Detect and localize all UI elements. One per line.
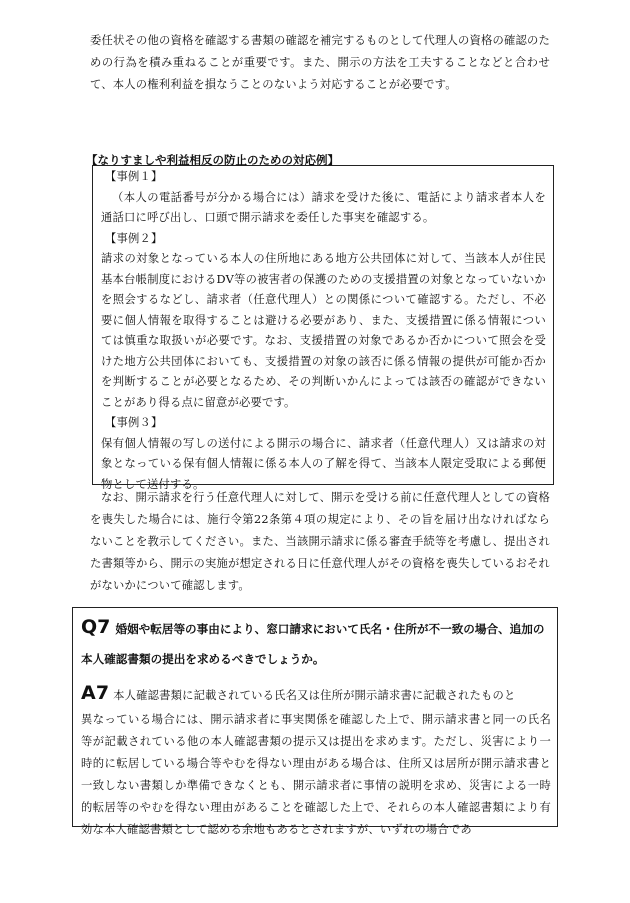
answer-first-line (81, 680, 551, 709)
question-mark: Q7 (81, 616, 111, 638)
section-heading: 【なりすましや利益相反の防止のための対応例】 (86, 153, 339, 167)
case-1-label: 【事例１】 (105, 170, 163, 183)
answer-first-text: 本人確認書類に記載されている氏名又は住所が開示請求書に記載されたものと (113, 689, 516, 702)
answer-mark: A7 (81, 682, 110, 704)
case-3-label: 【事例３】 (105, 416, 163, 429)
note-paragraph: なお、開示請求を行う任意代理人に対して、開示を受ける前に任意代理人としての資格を喪失した場合には、施行令第22条第４項の規定により、その旨を届け出なければならないことを教示してください。また、当該開示請求に係る審査手続等を考慮し、提出された書類等から、開示の実施が想定される日に任意代理人がその資格を喪失しているおそれがないかについて確認します。 (90, 491, 550, 592)
case-1-text: （本人の電話番号が分かる場合には）請求を受けた後に、電話により請求者本人を通話口に呼び出し、口頭で開示請求を委任した事実を確認する。 (101, 190, 546, 224)
case-3-text: 保有個人情報の写しの送付による開示の場合に、請求者（任意代理人）又は請求の対象となっている保有個人情報に係る本人の了解を得て、当該本人限定受取による郵便物として送付する。 (101, 436, 546, 491)
intro-paragraph: 委任状その他の資格を確認する書類の確認を補完するものとして代理人の資格の確認のための行為を積み重ねることが重要です。また、開示の方法を工夫することなどと合わせて、本人の権利利益を損なうことのないよう対応することが必要です。 (90, 34, 550, 91)
question-row (81, 614, 551, 674)
question-text: 婚姻や転居等の事由により、窓口請求において氏名・住所が不一致の場合、追加の本人確認書類の提出を求めるべきでしょうか。 (81, 622, 545, 666)
answer-text: 異なっている場合には、開示請求者に事実関係を確認した上で、開示請求書と同一の氏名等が記載されている他の本人確認書類の提示又は提出を求めます。ただし、災害により一時的に転居している場合等やむを得ない理由がある場合は、住所又は居所が開示請求書と一致しない書類しか準備できなくとも、開示請求者に事情の説明を求め、災害による一時的転居等のやむを得ない理由があることを確認した上で、それらの本人確認書類により有効な本人確認書類として認める余地もあるとされますが、いずれの場合であ (81, 713, 551, 836)
case-2-label: 【事例２】 (105, 231, 163, 245)
case-2-text: 請求の対象となっている本人の住所地にある地方公共団体に対して、当該本人が住民基本台帳制度におけるDV等の被害者の保護のための支援措置の対象となっていないかを照会するなどし、請求者（任意代理人）との関係について確認する。ただし、不必要に個人情報を取得することは避ける必要があり、また、支援措置に係る情報については慎重な取扱いが必要です。なお、支援措置の対象であるか否かについて照会を受けた地方公共団体においても、支援措置の対象の該否に係る情報の提供が可能か否かを判断することが必要となるため、その判断いかんによっては該否の確認ができないことがあり得る点に留意が必要です。 (101, 252, 546, 409)
qa-box (72, 607, 558, 836)
examples-box (92, 165, 554, 491)
answer-block (81, 680, 551, 841)
